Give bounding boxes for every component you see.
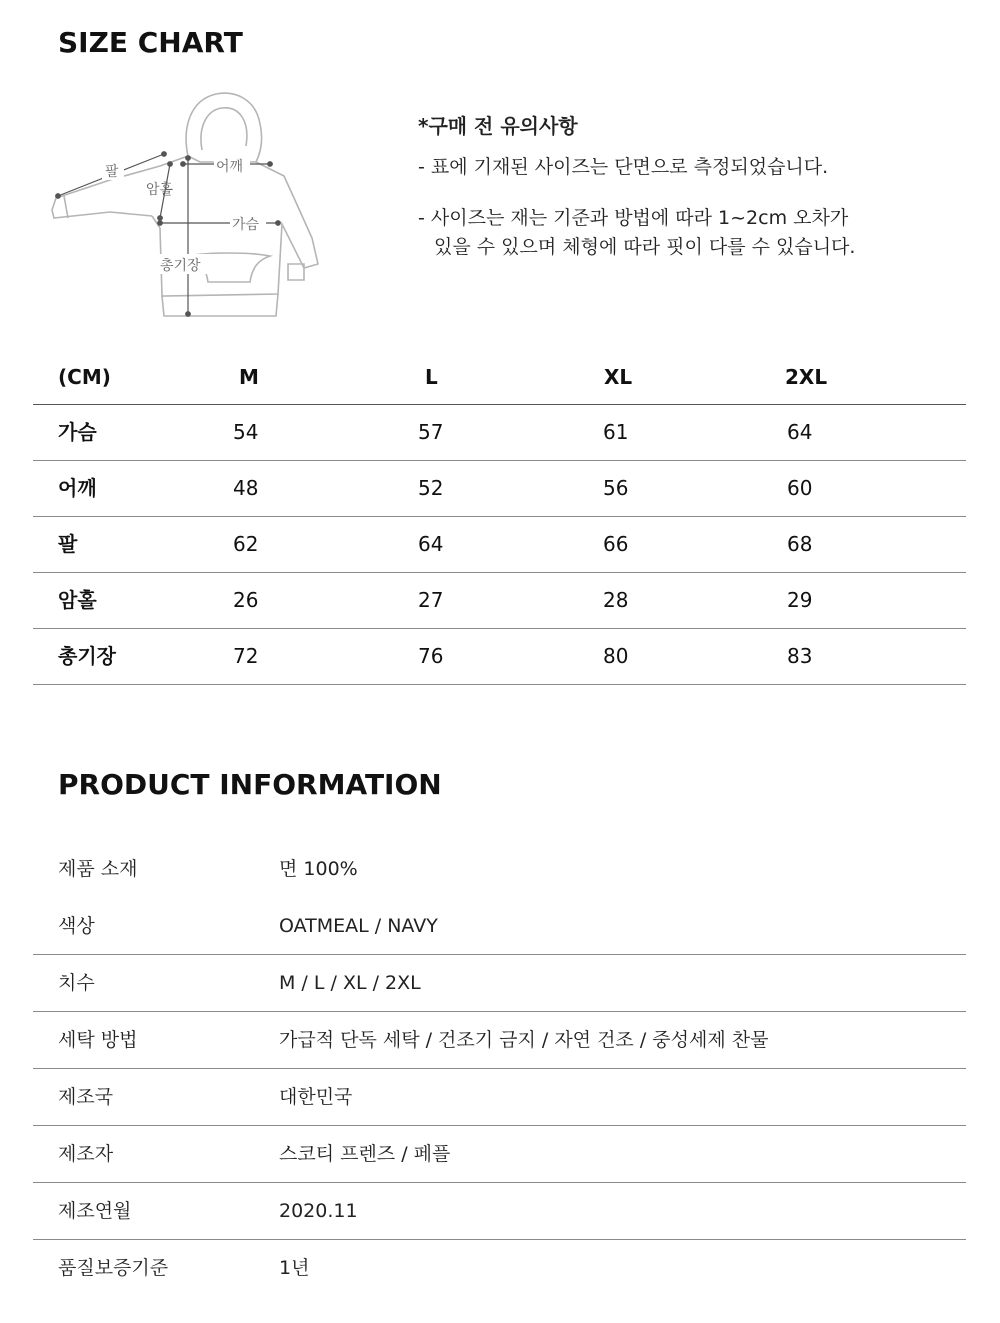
unit-label: (CM): [58, 365, 111, 389]
info-label: 치수: [58, 972, 95, 994]
purchase-notes: [418, 112, 978, 262]
size-row-armhole: [33, 573, 966, 629]
cell-value: 66: [603, 532, 629, 556]
row-label: 어깨: [58, 476, 97, 500]
cell-value: 29: [787, 588, 813, 612]
info-value: 2020.11: [279, 1200, 358, 1222]
hoodie-sketch: [50, 88, 340, 323]
cell-value: 64: [418, 532, 444, 556]
info-value: OATMEAL / NAVY: [279, 915, 438, 937]
label-chest: 가슴: [232, 217, 260, 233]
cell-value: 57: [418, 420, 444, 444]
info-row-size: [33, 955, 966, 1012]
label-length: 총기장: [160, 258, 201, 274]
size-header-xl: XL: [604, 365, 633, 389]
info-value: 스코티 프렌즈 / 페플: [279, 1143, 451, 1165]
info-row-country: [33, 1069, 966, 1126]
cell-value: 80: [603, 644, 629, 668]
info-row-manufacturer: [33, 1126, 966, 1183]
cell-value: 64: [787, 420, 813, 444]
info-value: 대한민국: [279, 1086, 353, 1108]
size-row-arm: [33, 517, 966, 573]
note-line-measurement: - 표에 기재된 사이즈는 단면으로 측정되었습니다.: [418, 156, 829, 178]
size-row-chest: [33, 405, 966, 461]
note-line-tolerance-b: 있을 수 있으며 체형에 따라 핏이 다를 수 있습니다.: [434, 236, 856, 258]
info-label: 제조국: [58, 1086, 114, 1108]
info-label: 제조자: [58, 1143, 114, 1165]
label-arm: 팔: [105, 164, 119, 180]
measurement-lines: [56, 152, 281, 317]
note-line-tolerance-a: - 사이즈는 재는 기준과 방법에 따라 1~2cm 오차가: [418, 207, 849, 229]
cell-value: 76: [418, 644, 444, 668]
row-label: 가슴: [58, 420, 97, 444]
size-header-2xl: 2XL: [785, 365, 828, 389]
cell-value: 83: [787, 644, 813, 668]
size-header-m: M: [239, 365, 259, 389]
cell-value: 54: [233, 420, 259, 444]
size-chart-title: SIZE CHART: [58, 26, 243, 59]
row-label: 암홀: [58, 588, 97, 612]
size-row-length: [33, 629, 966, 685]
info-row-material: [33, 841, 966, 898]
hoodie-measurement-diagram: [50, 88, 340, 323]
info-value: 면 100%: [279, 858, 358, 880]
info-value: 가급적 단독 세탁 / 건조기 금지 / 자연 건조 / 중성세제 찬물: [279, 1029, 769, 1051]
size-table-header: [33, 350, 966, 405]
info-row-color: [33, 898, 966, 955]
info-row-date: [33, 1183, 966, 1240]
size-header-l: L: [425, 365, 438, 389]
info-label: 품질보증기준: [58, 1257, 169, 1279]
size-table: [33, 350, 966, 685]
label-shoulder: 어깨: [216, 159, 244, 175]
info-label: 제조연월: [58, 1200, 132, 1222]
info-row-warranty: [33, 1240, 966, 1296]
hoodie-outline: [52, 93, 318, 316]
cell-value: 28: [603, 588, 629, 612]
info-label: 세탁 방법: [58, 1029, 138, 1051]
note-line-tolerance: [418, 204, 978, 262]
cell-value: 56: [603, 476, 629, 500]
info-row-washing: [33, 1012, 966, 1069]
cell-value: 48: [233, 476, 259, 500]
diagram-labels: [102, 155, 266, 274]
cell-value: 62: [233, 532, 259, 556]
info-label: 색상: [58, 915, 95, 937]
cell-value: 72: [233, 644, 259, 668]
cell-value: 26: [233, 588, 259, 612]
cell-value: 27: [418, 588, 444, 612]
product-info-title: PRODUCT INFORMATION: [58, 768, 442, 801]
info-value: 1년: [279, 1257, 310, 1279]
cell-value: 60: [787, 476, 813, 500]
cell-value: 61: [603, 420, 629, 444]
row-label: 팔: [58, 532, 78, 556]
product-info-table: [33, 841, 966, 1296]
info-value: M / L / XL / 2XL: [279, 972, 421, 994]
size-row-shoulder: [33, 461, 966, 517]
notes-title: *구매 전 유의사항: [418, 114, 578, 138]
row-label: 총기장: [58, 644, 116, 668]
info-label: 제품 소재: [58, 858, 138, 880]
cell-value: 52: [418, 476, 444, 500]
cell-value: 68: [787, 532, 813, 556]
label-armhole: 암홀: [146, 182, 174, 198]
